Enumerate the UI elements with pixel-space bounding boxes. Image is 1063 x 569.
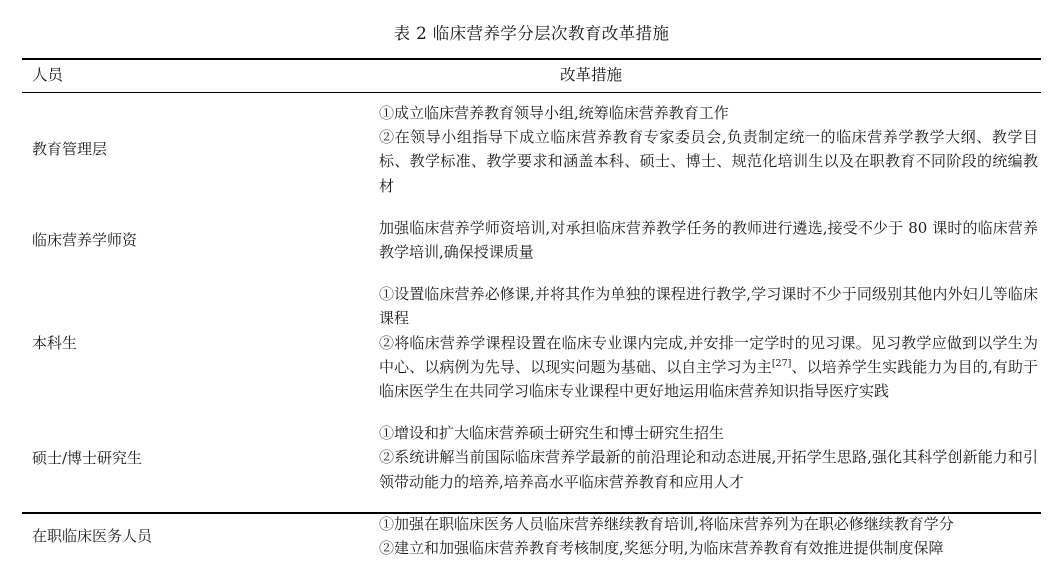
table-row <box>22 207 1041 273</box>
table-body <box>22 92 1041 569</box>
column-header-measure: 改革措施 <box>560 66 623 85</box>
row-label-person: 临床营养学师资 <box>32 231 138 250</box>
measure-item: ①加强在职临床医务人员临床营养继续教育培训,将临床营养列为在职必修继续教育学分 <box>379 514 954 533</box>
measure-item-with-citation: ②将临床营养学课程设置在临床专业课内完成,并安排一定学时的见习课。见习教学应做到以学生为中心、以病例为先导、以现实问题为基础、以自主学习为主[27]、以培养学生实践能力为目的,有助于临床医学生在共同学习临床专业课程中更好地运用临床营养知识指导医疗实践 <box>379 333 1038 401</box>
row-label-person: 在职临床医务人员 <box>32 527 153 546</box>
citation-marker: [27] <box>771 357 792 369</box>
measure-item: ①增设和扩大临床营养硕士研究生和博士研究生招生 <box>379 424 725 443</box>
table-row <box>22 92 1041 207</box>
row-measures <box>200 273 1041 412</box>
reform-measures-table <box>22 60 1041 569</box>
measure-item: ②在领导小组指导下成立临床营养教育专家委员会,负责制定统一的临床营养学教学大纲、教学目标、教学标准、教学要求和涵盖本科、硕士、博士、规范化培训生以及在职教育不同阶段的统编教材 <box>379 128 1038 195</box>
measure-item: ①成立临床营养教育领导小组,统筹临床营养教育工作 <box>379 104 729 122</box>
row-label-person: 教育管理层 <box>32 140 108 159</box>
row-measures <box>200 207 1041 273</box>
row-label-person: 硕士/博士研究生 <box>32 448 143 467</box>
table-caption: 表 2 临床营养学分层次教育改革措施 <box>393 24 670 43</box>
measure-item: ①设置临床营养必修课,并将其作为单独的课程进行教学,学习课时不少于同级别其他内外妇儿等临床课程 <box>379 285 1038 328</box>
table-row <box>22 412 1041 503</box>
row-label-person: 本科生 <box>32 333 78 352</box>
table-row <box>22 273 1041 412</box>
measure-item: ②建立和加强临床营养教育考核制度,奖惩分明,为临床营养教育有效推进提供制度保障 <box>379 539 944 558</box>
row-measures <box>200 412 1041 503</box>
table-header-row <box>22 60 1041 92</box>
measure-item: 加强临床营养学师资培训,对承担临床营养教学任务的教师进行遴选,接受不少于 80 课时的临床营养教学培训,确保授课质量 <box>379 218 1038 262</box>
row-measures <box>200 92 1041 207</box>
measure-item: ②系统讲解当前国际临床营养学最新的前沿理论和动态进展,开拓学生思路,强化其科学创新能力和引领带动能力的培养,培养高水平临床营养教育和应用人才 <box>379 448 1038 491</box>
column-header-person: 人员 <box>32 66 64 85</box>
table-header <box>22 60 1041 92</box>
